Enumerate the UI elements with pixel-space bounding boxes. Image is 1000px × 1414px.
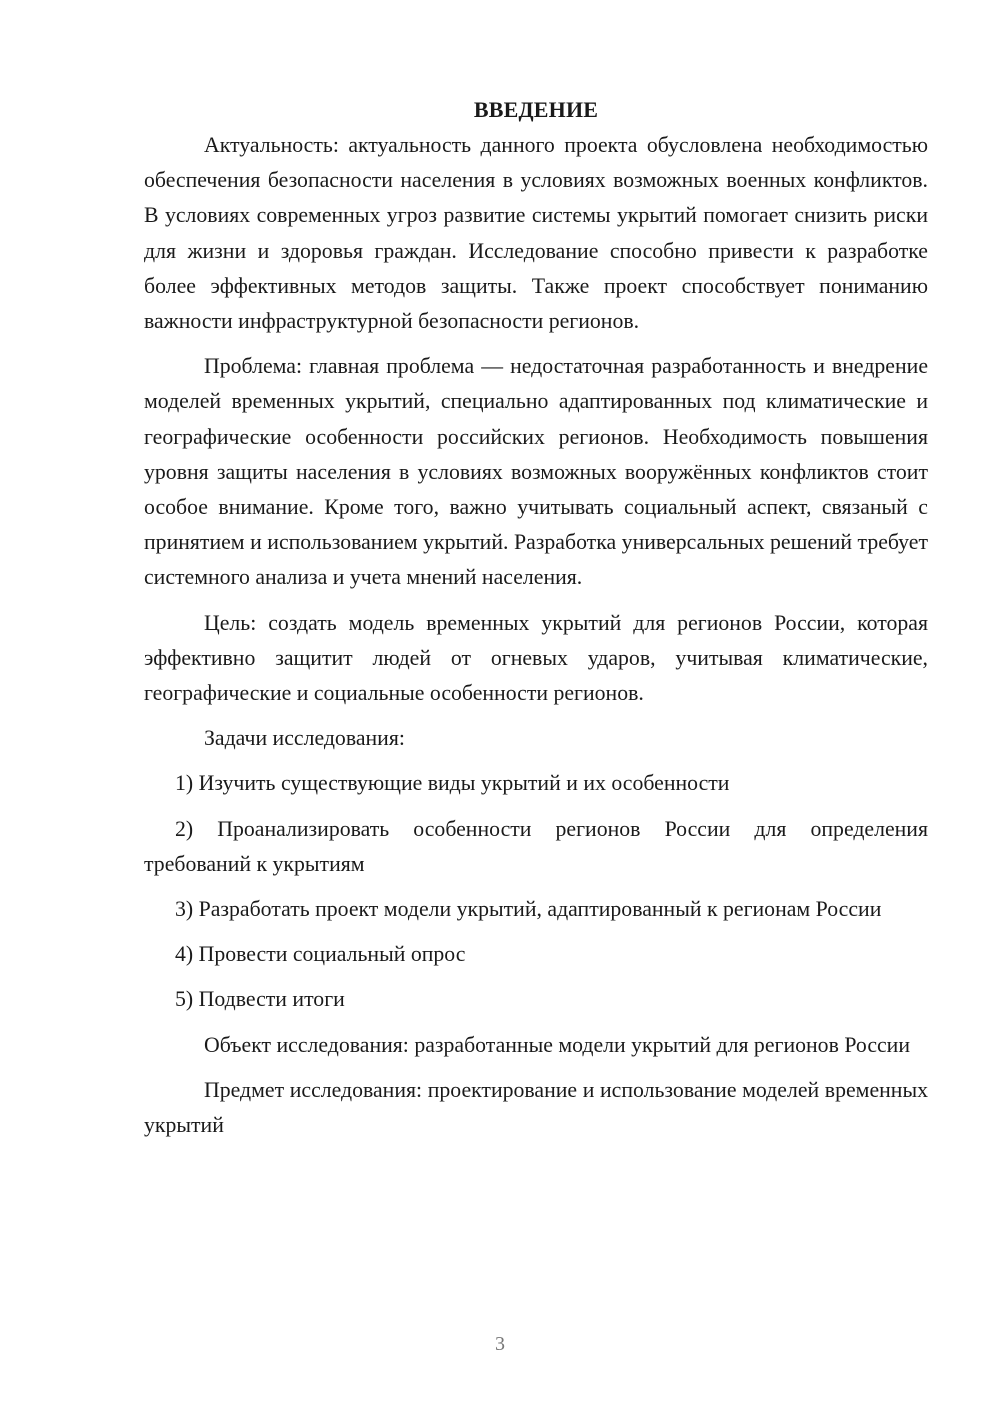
task-item: 2) Проанализировать особенности регионов России для определения требований к укрытиям (144, 816, 928, 876)
task-item: 3) Разработать проект модели укрытий, адаптированный к регионам России (175, 897, 882, 922)
paragraph-problem: Проблема: главная проблема — недостаточная разработанность и внедрение моделей временных укрытий, специально адаптированных под климатические и географические особенности российских регионов. Необходимость повышения уровня защиты населения в условиях возможных вооружённых конфликтов стоит особое внимание. Кроме того, важно учитывать социальный аспект, связаный с принятием и использованием укрытий. Разработка универсальных решений требует системного анализа и учета мнений населения. (144, 354, 928, 590)
paragraph-goal: Цель: создать модель временных укрытий для регионов России, которая эффективно защитит людей от огневых ударов, учитывая климатические, географические и социальные особенности регионов. (144, 610, 928, 706)
section-heading: ВВЕДЕНИЕ (473, 97, 599, 122)
paragraph-subject: Предмет исследования: проектирование и использование моделей временных укрытий (144, 1077, 928, 1138)
paragraph-object: Объект исследования: разработанные модели укрытий для регионов России (204, 1032, 911, 1057)
paragraph-actuality: Актуальность: актуальность данного проекта обусловлена необходимостью обеспечения безопасности населения в условиях возможных военных конфликтов. В условиях современных угроз развитие системы укрытий помогает снизить риски для жизни и здоровья граждан. Исследование способно привести к разработке более эффективных методов защиты. Также проект способствует пониманию важности инфраструктурной безопасности регионов. (144, 133, 928, 334)
task-item: 5) Подвести итоги (175, 987, 345, 1012)
task-item: 4) Провести социальный опрос (175, 942, 466, 967)
task-item: 1) Изучить существующие виды укрытий и их особенности (175, 771, 730, 796)
page-number: 3 (495, 1333, 505, 1355)
document-body (144, 92, 928, 1143)
paragraph-tasks-intro: Задачи исследования: (204, 726, 405, 751)
